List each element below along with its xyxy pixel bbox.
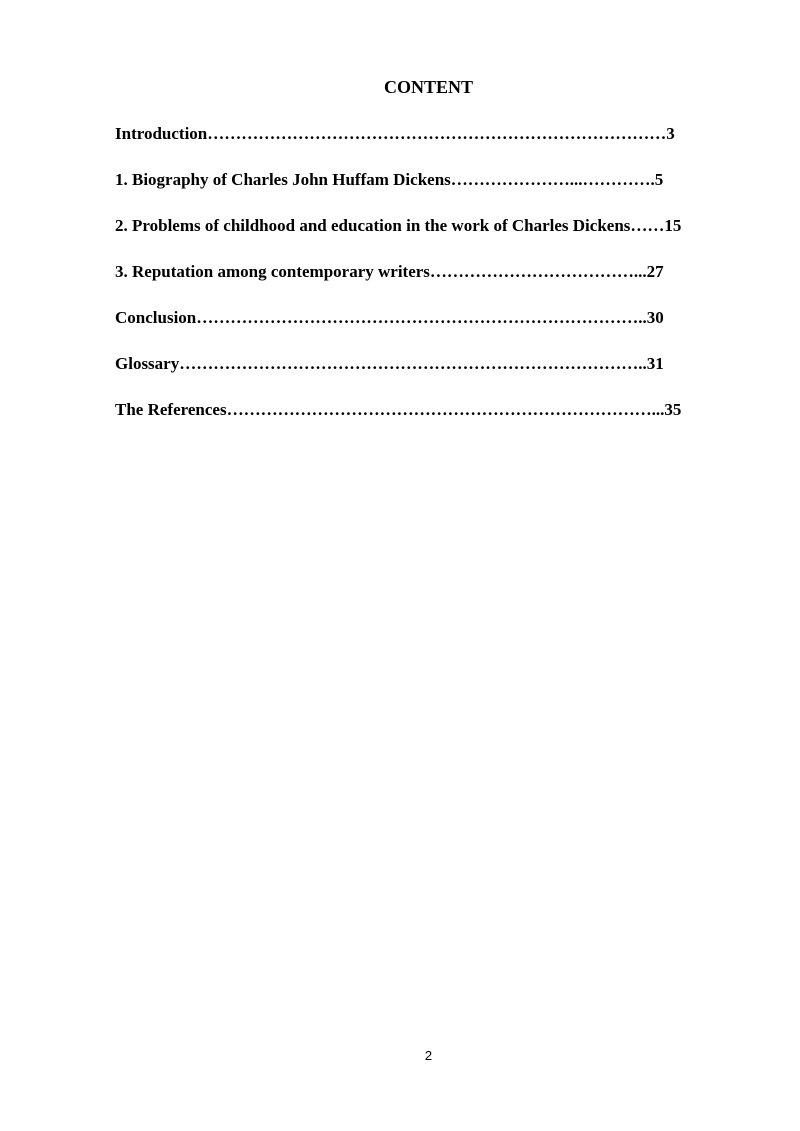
- toc-entry-reputation: [115, 260, 795, 283]
- toc-entry-conclusion: [115, 306, 795, 329]
- toc-entry-text: Conclusion……………………………………………………………………..30: [115, 308, 664, 327]
- toc-entry-introduction: [115, 122, 795, 145]
- toc-entry-references: [115, 398, 795, 421]
- toc-entry-text: 3. Reputation among contemporary writers………………………………...27: [115, 262, 664, 281]
- toc-entry-childhood-education: [115, 214, 795, 237]
- toc-entry-text: The References…………………………………………………………………...35: [115, 400, 682, 419]
- table-of-contents: [115, 122, 795, 444]
- toc-entry-text: 2. Problems of childhood and education in the work of Charles Dickens……15: [115, 216, 682, 235]
- toc-entry-text: Glossary………………………………………………………………………..31: [115, 354, 664, 373]
- toc-entry-text: Introduction………………………………………………………………………3: [115, 124, 675, 143]
- page-number: 2: [424, 1048, 433, 1063]
- toc-entry-text: 1. Biography of Charles John Huffam Dickens…………………...………….5: [115, 170, 664, 189]
- toc-title: CONTENT: [383, 77, 473, 97]
- toc-entry-glossary: [115, 352, 795, 375]
- toc-entry-biography: [115, 168, 795, 191]
